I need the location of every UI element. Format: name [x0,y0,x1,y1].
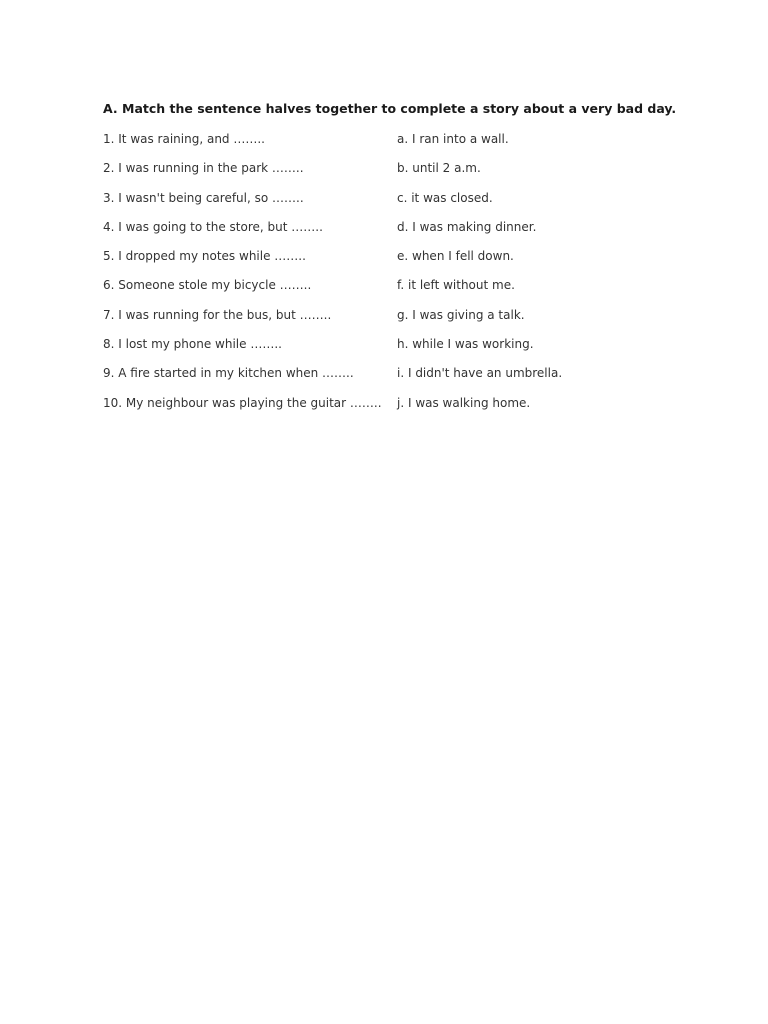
sentence-end: d. I was making dinner. [397,219,537,234]
sentence-end: e. when I fell down. [397,249,514,264]
matching-row [103,366,663,395]
sentence-start: 4. I was going to the store, but …….. [103,219,323,234]
sentence-end: f. it left without me. [397,278,515,293]
sentence-end: c. it was closed. [397,190,493,205]
exercise-heading: A. Match the sentence halves together to complete a story about a very bad day. [103,101,677,116]
sentence-start: 7. I was running for the bus, but …….. [103,307,332,322]
matching-row [103,249,663,278]
sentence-start: 8. I lost my phone while …….. [103,337,282,352]
sentence-end: i. I didn't have an umbrella. [397,366,563,381]
matching-row [103,396,663,425]
matching-row [103,220,663,249]
sentence-end: a. I ran into a wall. [397,132,509,146]
sentence-start: 3. I wasn't being careful, so …….. [103,190,304,205]
sentence-end: j. I was walking home. [397,395,531,410]
sentence-start: 5. I dropped my notes while …….. [103,249,306,264]
matching-row [103,161,663,190]
matching-row [103,132,663,161]
sentence-start: 6. Someone stole my bicycle …….. [103,278,312,293]
sentence-start: 2. I was running in the park …….. [103,161,304,176]
sentence-end: b. until 2 a.m. [397,161,481,176]
sentence-start: 9. A fire started in my kitchen when …….. [103,366,354,381]
sentence-start: 1. It was raining, and …….. [103,132,265,146]
matching-list [103,132,663,425]
sentence-end: g. I was giving a talk. [397,307,525,322]
matching-row [103,191,663,220]
matching-row [103,308,663,337]
sentence-end: h. while I was working. [397,337,534,352]
sentence-start: 10. My neighbour was playing the guitar …….. [103,395,382,410]
matching-row [103,337,663,366]
matching-row [103,278,663,307]
